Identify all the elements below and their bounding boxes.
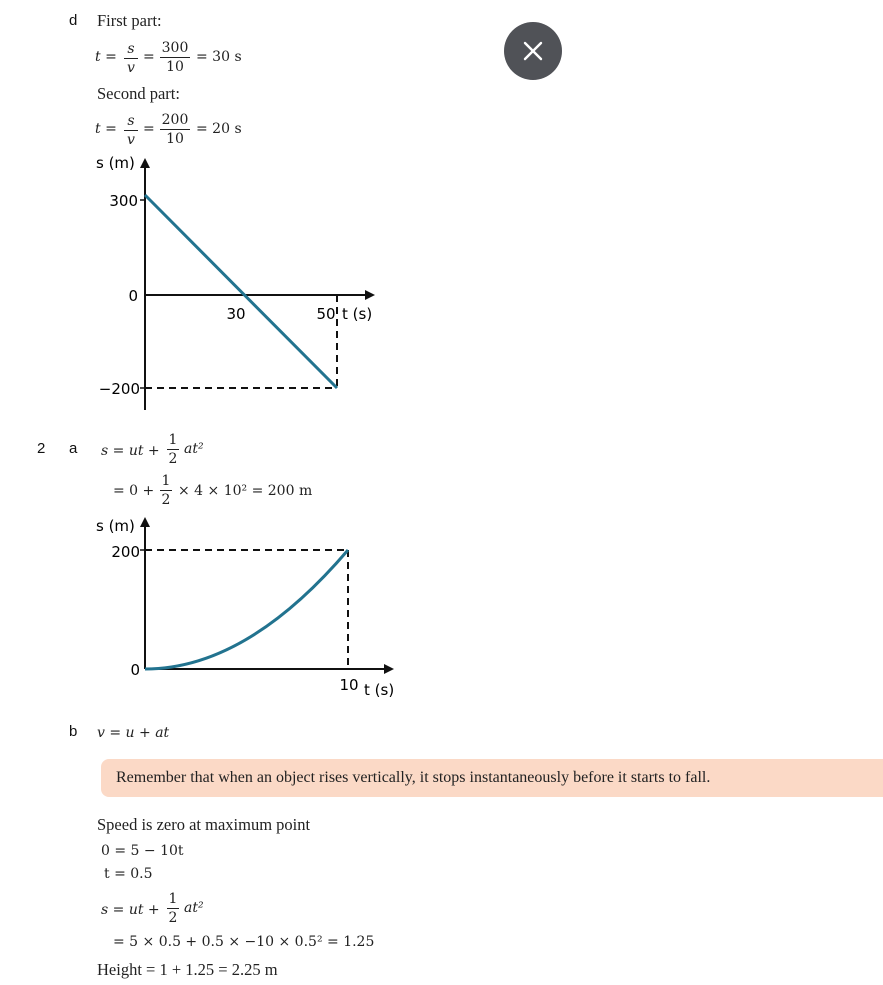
graph2-y-label: s (m) <box>96 517 135 535</box>
graph2-curve <box>145 550 348 669</box>
first-result: = 30 s <box>196 49 242 65</box>
eq-2b-line1: 0 = 5 − 10t <box>101 843 184 859</box>
graph1-y-label: s (m) <box>96 154 135 172</box>
eq-2b-half <box>167 890 179 927</box>
eq-2a-line2-left: = 0 + <box>113 483 155 499</box>
graph2-y-tick-200: 200 <box>111 543 140 561</box>
graph1-y-tick-300: 300 <box>109 192 138 210</box>
second-denominator: 10 <box>166 131 184 147</box>
second-s: s <box>127 113 135 129</box>
graph1-y-tick-neg200: −200 <box>98 380 140 398</box>
eq-2a-two: 2 <box>168 451 178 467</box>
eq-2a-line2-one: 1 <box>161 473 171 489</box>
first-v: v <box>127 60 135 76</box>
graph2-x-tick-10: 10 <box>339 676 359 694</box>
tip-text: Remember that when an object rises vertically, it stops instantaneously before it starts to fall. <box>116 769 711 786</box>
second-v: v <box>127 132 135 148</box>
second-eq-sign: = <box>143 121 155 137</box>
first-part-heading: First part: <box>97 11 162 30</box>
graph1-x-tick-30: 30 <box>226 305 246 323</box>
eq-2b-line2: t = 0.5 <box>104 866 153 882</box>
eq-2a-line2-two: 2 <box>161 492 171 508</box>
eq-2a-line2-right: × 4 × 10² = 200 m <box>178 483 313 499</box>
first-eq-sign: = <box>143 49 155 65</box>
first-denominator: 10 <box>166 59 184 75</box>
eq-2b-line4: = 5 × 0.5 + 0.5 × −10 × 0.5² = 1.25 <box>113 934 375 950</box>
second-result: = 20 s <box>196 121 242 137</box>
speed-zero-text: Speed is zero at maximum point <box>97 815 311 834</box>
graph1-x-label: t (s) <box>342 305 373 323</box>
part-label-d: d <box>69 12 78 29</box>
graph2-x-label: t (s) <box>364 681 395 699</box>
part-label-b: b <box>69 723 78 740</box>
eq-2a-at2: at² <box>184 441 204 457</box>
first-s: s <box>127 41 135 57</box>
second-numerator: 200 <box>161 112 189 128</box>
tip-callout <box>101 759 883 797</box>
eq-2a-line1-left: s = ut + <box>101 443 160 459</box>
graph2-y-tick-0: 0 <box>130 661 140 679</box>
eq-2b-two: 2 <box>168 910 178 926</box>
graph1-x-tick-50: 50 <box>316 305 336 323</box>
second-part-heading: Second part: <box>97 84 180 103</box>
second-t-equals: t = <box>95 121 117 137</box>
first-numerator: 300 <box>161 40 189 56</box>
eq-2b-at2: at² <box>184 900 204 916</box>
question-number-2: 2 <box>37 440 46 457</box>
graph1-y-tick-0: 0 <box>128 287 138 305</box>
first-t-equals: t = <box>95 49 117 65</box>
eq-2b-line3-left: s = ut + <box>101 902 160 918</box>
eq-2a-one: 1 <box>168 432 178 448</box>
part-label-a: a <box>69 440 78 457</box>
eq-2b-vuat: v = u + at <box>97 725 170 741</box>
eq-2b-one: 1 <box>168 891 178 907</box>
height-result-text: Height = 1 + 1.25 = 2.25 m <box>97 960 278 979</box>
